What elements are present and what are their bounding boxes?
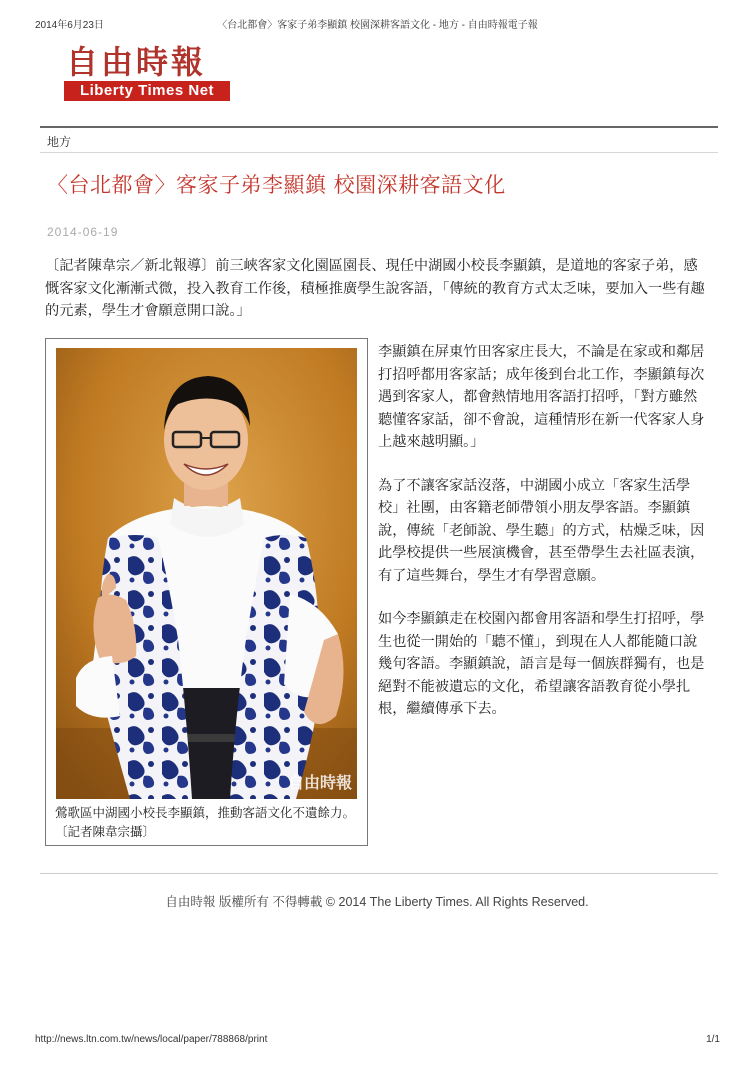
site-logo[interactable]	[64, 44, 232, 104]
article-paragraph: 李顯鎮在屏東竹田客家庄長大，不論是在家或和鄰居打招呼都用客家話；成年後到台北工作，李顯鎮每次遇到客家人，都會熱情地用客語打招呼，「對方雖然聽懂客家話，卻不會說，這種情形在新一代客家人身上越來越明顯。」	[378, 344, 705, 450]
copyright-footer: 自由時報 版權所有 不得轉載 © 2014 The Liberty Times. All Rights Reserved.	[165, 895, 589, 909]
article-date: 2014-06-19	[47, 225, 119, 239]
logo-english-name: Liberty Times Net	[64, 81, 230, 101]
header-divider	[40, 126, 718, 128]
article-paragraph: 如今李顯鎮走在校園內都會用客語和學生打招呼，學生也從一開始的「聽不懂」，到現在人人都能隨口說幾句客語。李顯鎮說，語言是每一個族群獨有，也是絕對不能被遺忘的文化，希望讓客語教育從小學扎根，繼續傳承下去。	[378, 611, 705, 717]
print-date: 2014年6月23日	[35, 20, 104, 31]
photo-figure	[45, 338, 368, 846]
footer-divider	[40, 873, 718, 874]
article-lead: 〔記者陳韋宗／新北報導〕前三峽客家文化園區園長、現任中湖國小校長李顯鎮，是道地的客家子弟，感慨客家文化漸漸式微，投入教育工作後，積極推廣學生說客語，「傳統的教育方式太乏味，要加入一些有趣的元素，學生才會願意開口說。」	[45, 258, 705, 319]
print-url[interactable]: http://news.ltn.com.tw/news/local/paper/788868/print	[35, 1034, 268, 1045]
article-photo	[56, 348, 357, 799]
section-label[interactable]: 地方	[47, 135, 72, 149]
article-body	[378, 341, 708, 742]
photo-caption: 鶯歌區中湖國小校長李顯鎮，推動客語文化不遺餘力。〔記者陳韋宗攝〕	[55, 805, 356, 839]
logo-chinese-name: 自由時報	[66, 43, 207, 81]
svg-text:自由時報: 自由時報	[288, 773, 353, 792]
print-page-number: 1/1	[706, 1034, 720, 1045]
print-page-title: 〈台北都會〉客家子弟李顯鎮 校園深耕客語文化 - 地方 - 自由時報電子報	[217, 20, 538, 31]
section-divider	[40, 152, 718, 153]
photo-watermark	[288, 773, 352, 792]
article-paragraph: 為了不讓客家話沒落，中湖國小成立「客家生活學校」社團，由客籍老師帶領小朋友學客語。李顯鎮說，傳統「老師說、學生聽」的方式，枯燥乏味，因此學校提供一些展演機會，甚至帶學生去社區表演，有了這些舞台，學生才有學習意願。	[378, 477, 705, 584]
article-headline: 〈台北都會〉客家子弟李顯鎮 校園深耕客語文化	[47, 173, 506, 197]
print-header	[35, 16, 720, 32]
